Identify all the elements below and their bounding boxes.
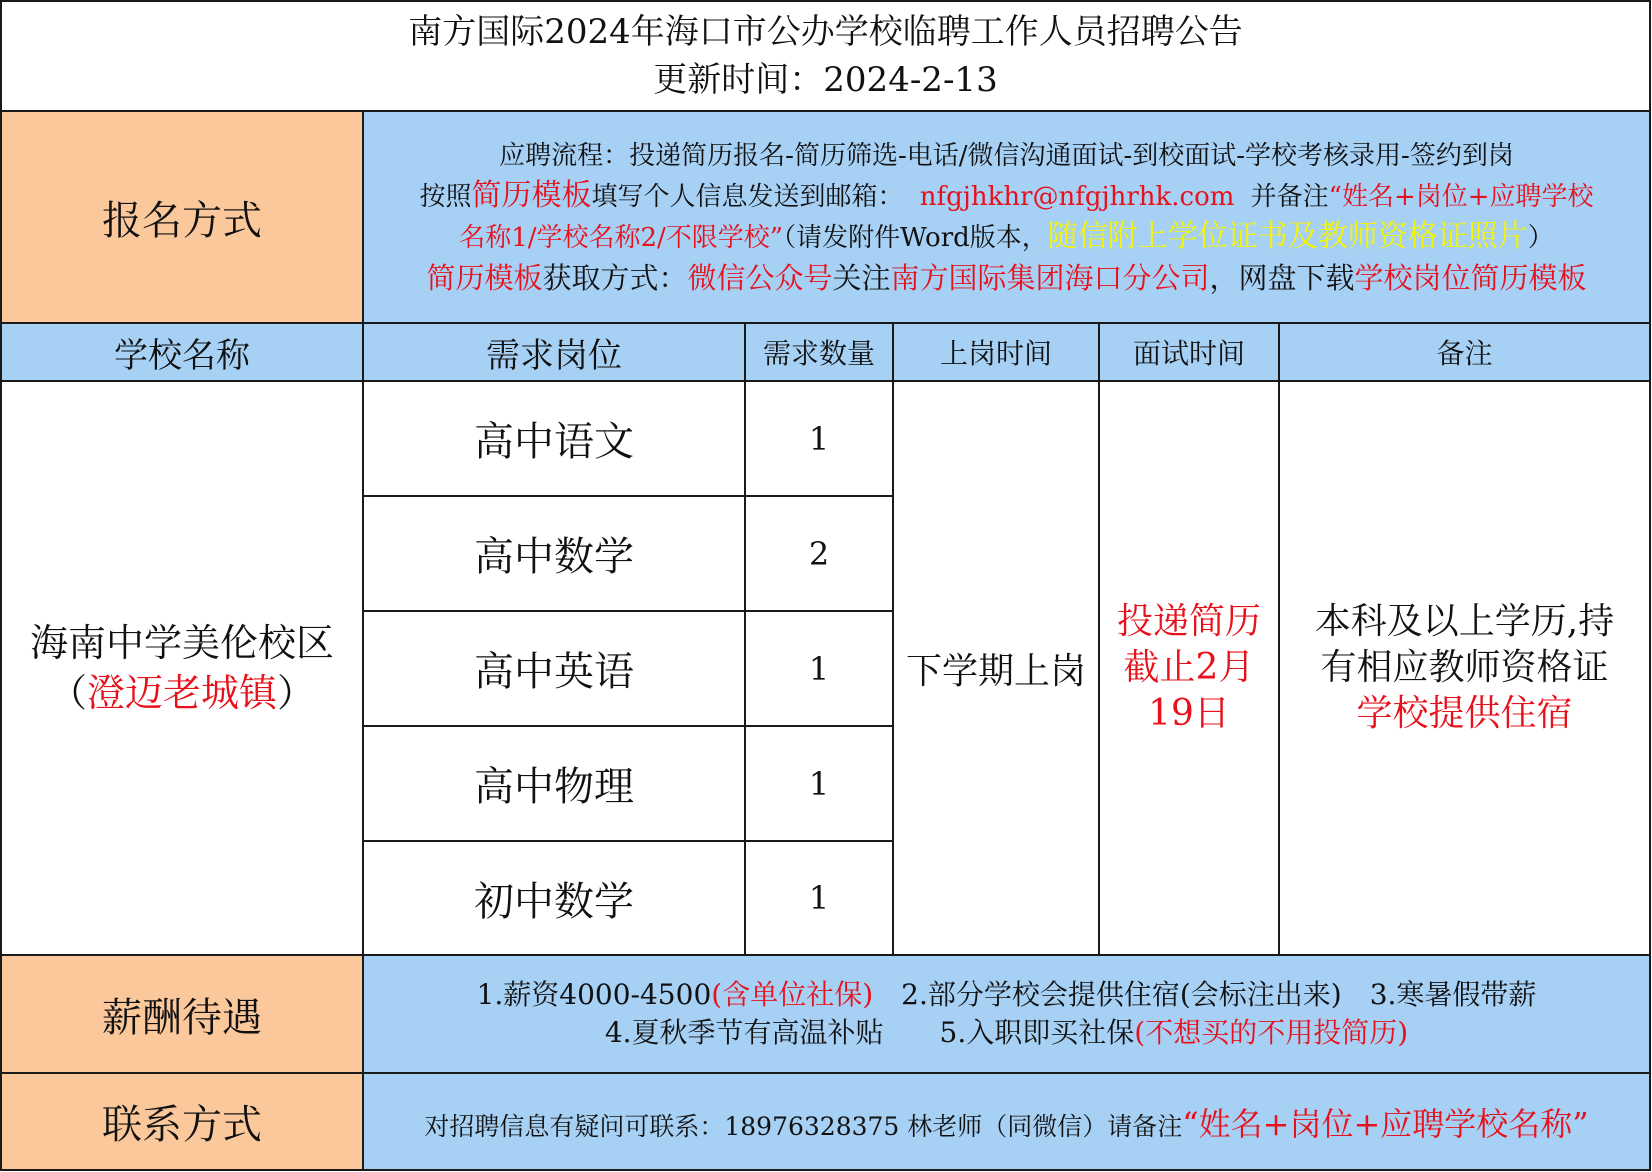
position-count-3: 1 xyxy=(744,610,894,727)
header-interview: 面试时间 xyxy=(1098,322,1280,382)
header-school: 学校名称 xyxy=(0,322,364,382)
apply-info-cell xyxy=(362,110,1651,324)
position-count-2: 2 xyxy=(744,495,894,612)
housing-provided: 学校提供住宿 xyxy=(1356,693,1573,734)
contact-label-cell xyxy=(0,1072,364,1171)
apply-line-4: 简历模板获取方式：微信公众号关注南方国际集团海口分公司，网盘下载学校岗位简历模板 xyxy=(426,261,1587,295)
header-start: 上岗时间 xyxy=(892,322,1100,382)
email-address: nfgjhkhr@nfgjhrhk.com xyxy=(919,182,1235,212)
start-time-cell xyxy=(892,380,1100,956)
position-post-3: 高中英语 xyxy=(362,610,746,727)
apply-label: 报名方式 xyxy=(102,197,262,244)
position-count-1: 1 xyxy=(744,380,894,497)
remark-cell: 本科及以上学历,持 有相应教师资格证 学校提供住宿 xyxy=(1278,380,1651,956)
salary-label-cell xyxy=(0,954,364,1074)
contact-note: “姓名+岗位+应聘学校名称” xyxy=(1182,1104,1589,1143)
position-count-4: 1 xyxy=(744,725,894,842)
start-time: 下学期上岗 xyxy=(905,650,1086,692)
update-time: 更新时间：2024-2-13 xyxy=(653,60,998,100)
school-name-cell xyxy=(0,380,364,956)
attach-certificates-note: 随信附上学位证书及教师资格证照片 xyxy=(1047,219,1528,254)
header-post: 需求岗位 xyxy=(362,322,746,382)
header-remark: 备注 xyxy=(1278,322,1651,382)
position-post-1: 高中语文 xyxy=(362,380,746,497)
title-cell xyxy=(0,0,1651,112)
notice-title: 南方国际2024年海口市公办学校临聘工作人员招聘公告 xyxy=(408,12,1243,52)
salary-label: 薪酬待遇 xyxy=(102,994,262,1041)
contact-label: 联系方式 xyxy=(102,1102,262,1148)
salary-info-cell xyxy=(362,954,1651,1074)
position-post-2: 高中数学 xyxy=(362,495,746,612)
school-location: （澄迈老城镇） xyxy=(48,671,316,715)
apply-process: 应聘流程：投递简历报名-简历筛选-电话/微信沟通面试-到校面试-学校考核录用-签约到岗 xyxy=(499,141,1514,171)
contact-info-cell xyxy=(362,1072,1651,1171)
position-count-5: 1 xyxy=(744,840,894,956)
apply-line-3: 名称1/学校名称2/不限学校”（请发附件Word版本，随信附上学位证书及教师资格证照片） xyxy=(459,219,1554,254)
salary-line-1: 1.薪资4000-4500(含单位社保) 2.部分学校会提供住宿(会标注出来) 3.寒暑假带薪 xyxy=(476,978,1537,1011)
resume-template-text: 简历模板 xyxy=(471,178,592,213)
interview-cell: 投递简历 截止2月 19日 xyxy=(1098,380,1280,956)
position-post-4: 高中物理 xyxy=(362,725,746,842)
school-name: 海南中学美伦校区 xyxy=(29,621,334,665)
contact-line: 对招聘信息有疑问可联系：18976328375 林老师（同微信）请备注“姓名+岗位+应聘学校名称” xyxy=(424,1104,1589,1143)
apply-label-cell xyxy=(0,110,364,324)
header-count: 需求数量 xyxy=(744,322,894,382)
salary-line-2: 4.夏秋季节有高温补贴 5.入职即买社保(不想买的不用投简历) xyxy=(604,1016,1409,1049)
apply-line-2: 按照简历模板填写个人信息发送到邮箱： nfgjhkhr@nfgjhrhk.com 并备注“姓名+岗位+应聘学校 xyxy=(419,178,1594,213)
position-post-5: 初中数学 xyxy=(362,840,746,956)
